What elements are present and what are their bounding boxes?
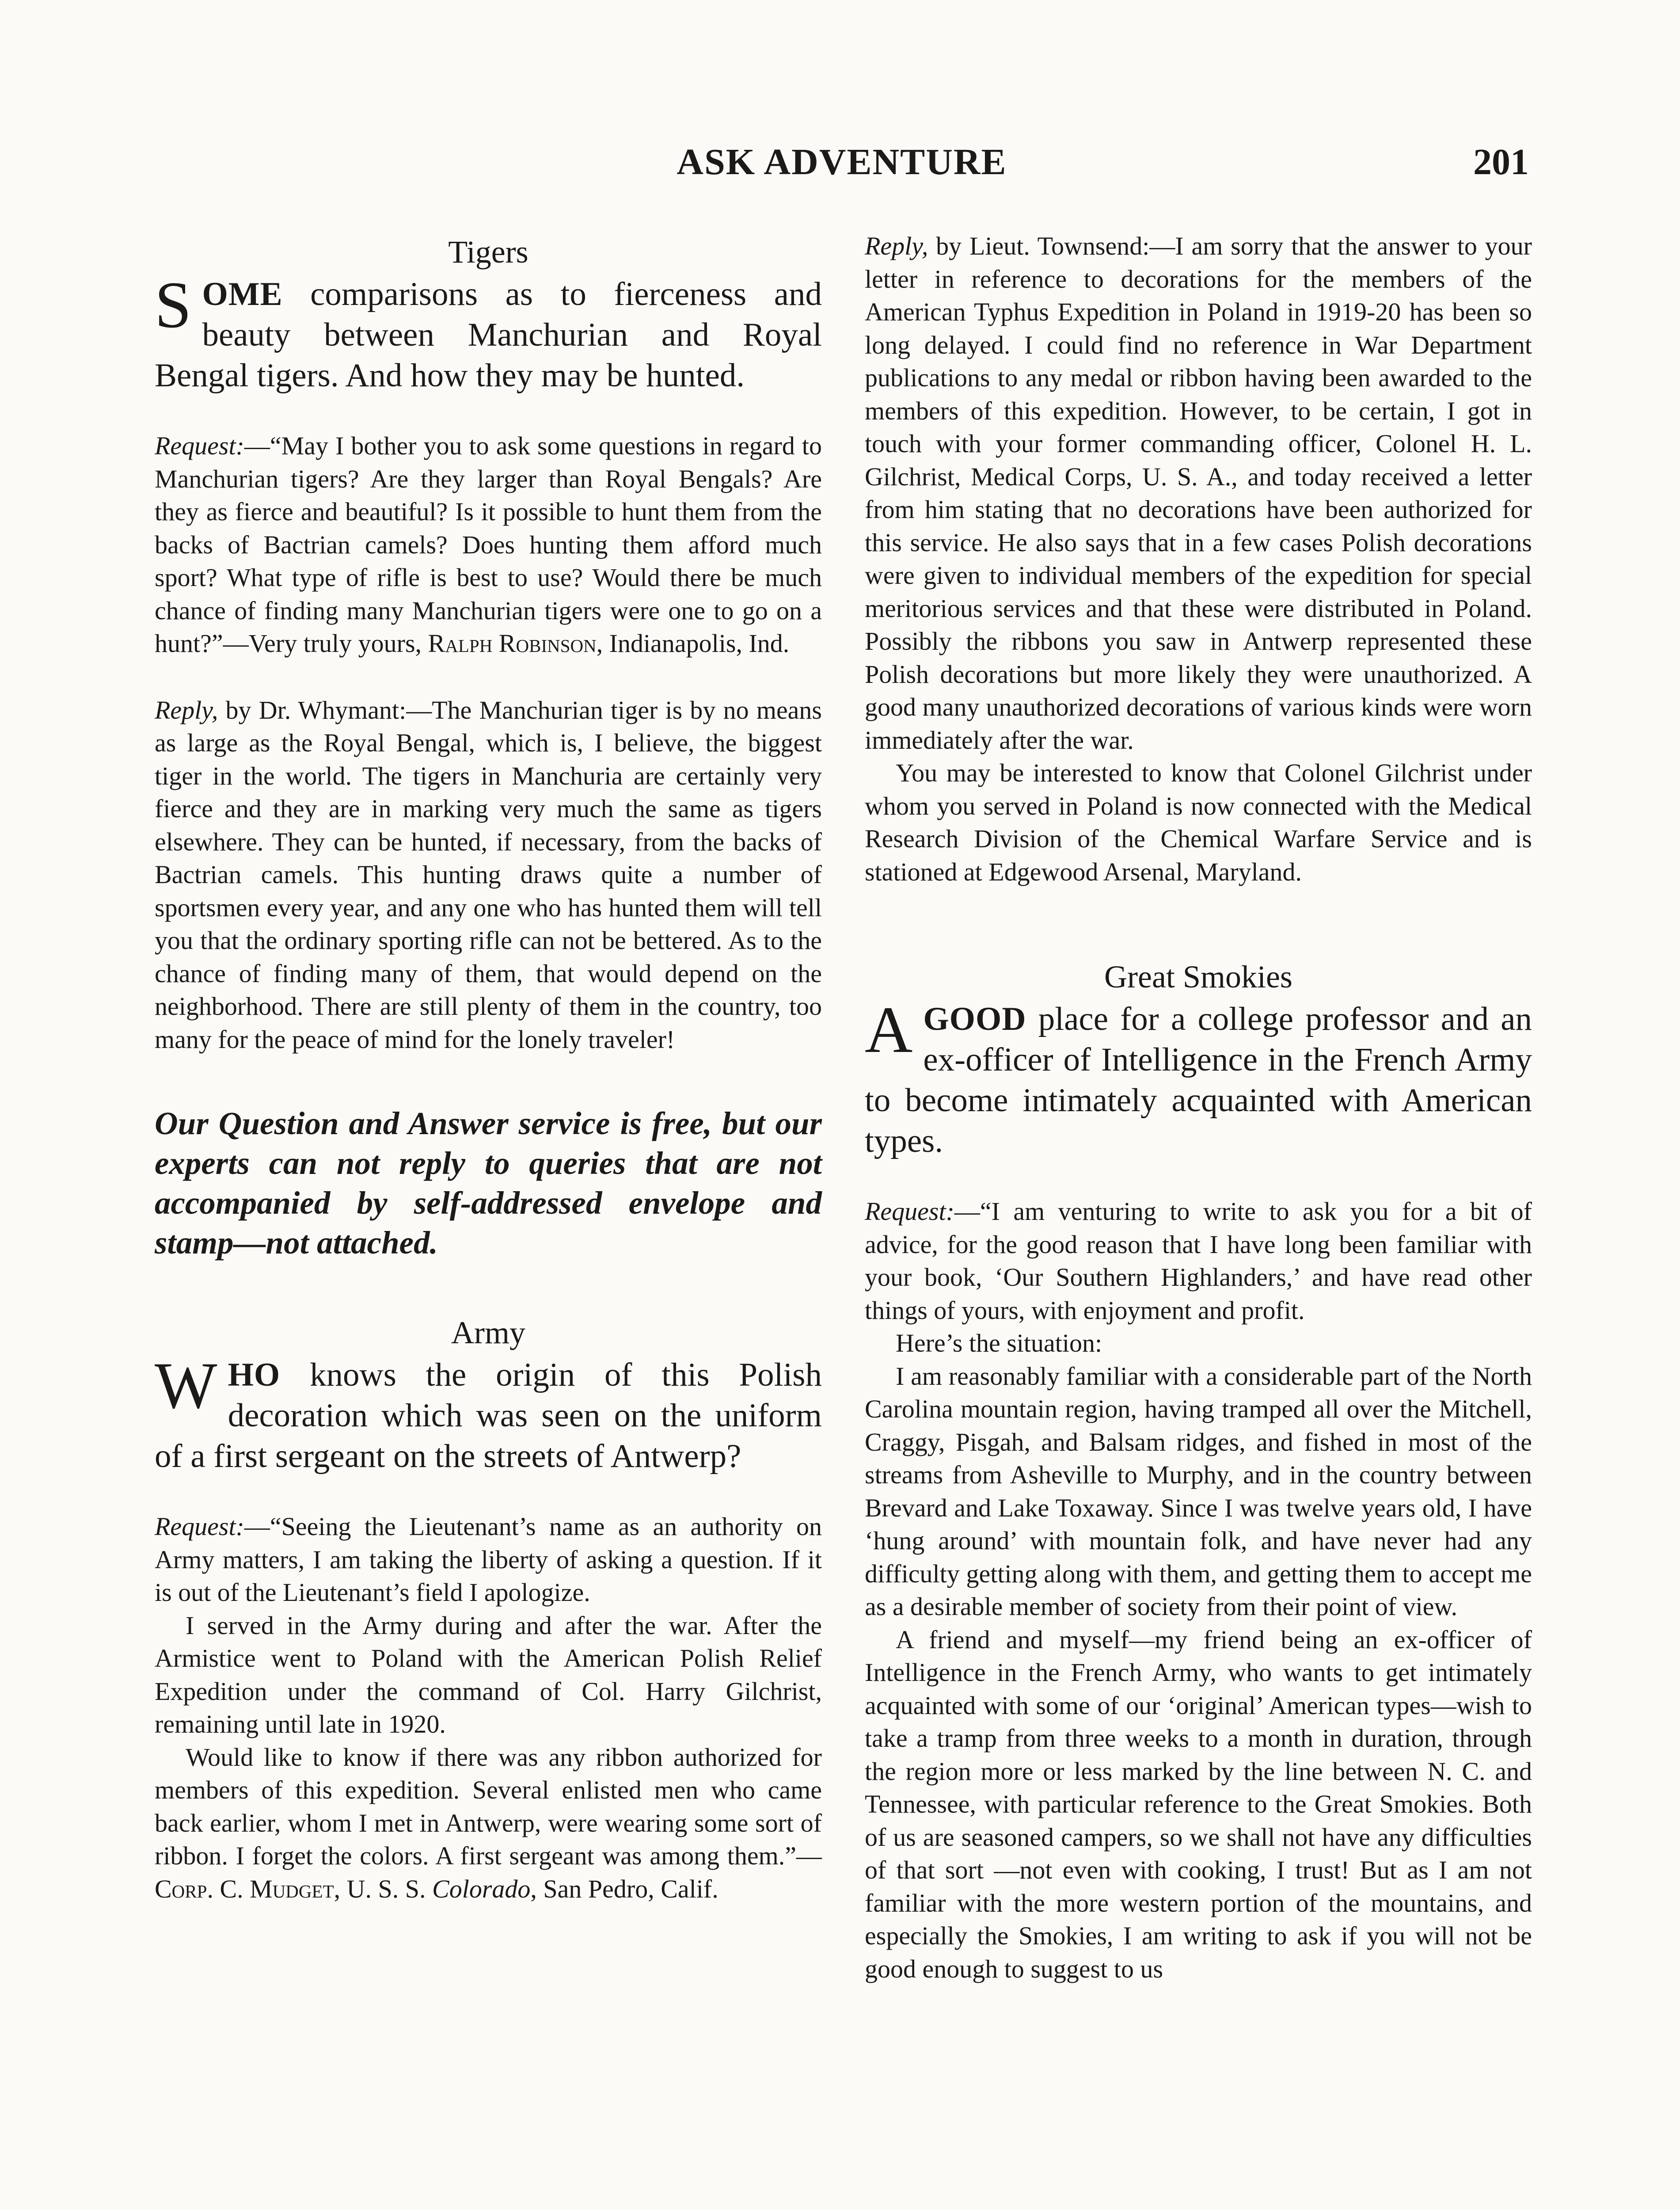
drop-cap: S [155,268,192,342]
reply-label: Reply, [865,232,928,260]
section-title-tigers: Tigers [448,234,528,270]
request-label: Request: [865,1197,954,1226]
request-text: —“Seeing the Lieutenant’s name as an authority on Army matters, I am taking the liberty of asking a question. If it is out of the Lieutenant’s field I apologize. [155,1512,822,1607]
army-reply [865,230,1532,888]
signer-separator: , U. S. S. [334,1874,433,1903]
request-place: , San Pedro, Calif. [530,1874,718,1903]
request-signer: Corp. C. Mudget [155,1874,334,1903]
section-title-great-smokies: Great Smokies [1104,959,1292,994]
page-number: 201 [1473,141,1529,183]
section-title-army: Army [451,1315,525,1350]
summary-lead: HO [228,1356,281,1393]
section-summary-great-smokies [865,993,1532,1162]
left-column [155,230,822,1905]
right-column [865,230,1532,1985]
body-paragraph [155,1741,822,1906]
request-signer: Ralph Robinson [428,629,597,658]
body-text: Would like to know if there was any ribbon authorized for members of this expedition. Several enlisted men who came back earlier, whom I met in Antwerp, were wearing some sort of ribbon. I forget the colors. A first sergeant was among them.”— [155,1742,822,1870]
summary-text: place for a college professor and an ex-officer of Intelligence in the French Army to become intimately acquainted with American types. [865,1001,1532,1159]
section-tigers [155,230,822,1056]
summary-text: comparisons as to fierceness and beauty between Manchurian and Royal Bengal tigers. And how they may be hunted. [155,276,822,394]
reply-paragraph [155,694,822,1056]
section-summary-tigers [155,268,822,396]
body-paragraph: I served in the Army during and after the war. After the Armistice went to Poland with the American Polish Relief Expedition under the command of Col. Harry Gilchrist, remaining until late in 1920. [155,1611,822,1738]
request-text: —“May I bother you to ask some questions in regard to Manchurian tigers? Are they larger than Royal Bengals? Are they as fierce and beautiful? Is it possible to hunt them from the backs of Bactrian camels? Does hunting them afford much sport? What type of rifle is best to use? Would there be much chance of finding many Manchurian tigers were one to go on a hunt?”—Very truly yours, [155,431,822,658]
summary-lead: GOOD [923,1001,1026,1037]
body-paragraph: You may be interested to know that Colonel Gilchrist under whom you served in Poland is now connected with the Medical Research Division of the Chemical Warfare Service and is stationed at Edgewood Arsenal, Maryland. [865,758,1532,886]
body-paragraph: Here’s the situation: [896,1329,1102,1357]
reply-text: by Lieut. Townsend:—I am sorry that the answer to your letter in reference to decorations for the members of the American Typhus Expedition in Poland in 1919-20 has been so long delayed. I could find no reference in War Department publications to any medal or ribbon having been awarded to the members of this expedition. However, to be certain, I got in touch with your former commanding officer, Colonel H. L. Gilchrist, Medical Corps, U. S. A., and today received a letter from him stating that no decorations have been authorized for this service. He also says that in a few cases Polish decorations were given to individual members of the expedition for special meritorious services and that these were distributed in Poland. Possibly the ribbons you saw in Antwerp represented these Polish decorations but more likely they were unauthorized. A good many unauthorized decorations of various kinds were worn immediately after the war. [865,232,1532,754]
section-army [155,1311,822,1905]
request-place: , Indianapolis, Ind. [596,629,790,658]
summary-text: knows the origin of this Polish decoration which was seen on the uniform of a first sergeant on the streets of Antwerp? [155,1356,822,1475]
reply-paragraph [865,230,1532,757]
request-label: Request: [155,1512,244,1541]
drop-cap: W [155,1349,217,1422]
running-head [155,141,1529,194]
request-label: Request: [155,431,244,460]
reply-label: Reply, [155,695,218,724]
request-paragraph [155,430,822,660]
request-paragraph [865,1195,1532,1327]
ship-name: Colorado [432,1874,531,1903]
request-paragraph [155,1510,822,1609]
summary-lead: OME [202,276,283,312]
reply-text: by Dr. Whymant:—The Manchurian tiger is by no means as large as the Royal Bengal, which is, I believe, the biggest tiger in the world. The tigers in Manchuria are certainly very fierce and they are in marking very much the same as tigers elsewhere. They can be hunted, if necessary, from the backs of Bactrian camels. This hunting draws quite a number of sportsmen every year, and any one who has hunted them will tell you that the ordinary sporting rifle can not be bettered. As to the chance of finding many of them, that would depend on the neighborhood. There are still plenty of them in the country, too many for the peace of mind for the lonely traveler! [155,695,822,1054]
service-notice: Our Question and Answer service is free, but our experts can not reply to queries that are not accompanied by self-addressed envelope and stamp—not attached. [155,1105,822,1261]
body-paragraph: A friend and myself—my friend being an ex-officer of Intelligence in the French Army, who wants to get intimately acquainted with some of our ‘original’ American types—wish to take a tramp from three weeks to a month in duration, through the region more or less marked by the line between N. C. and Tennessee, with particular reference to the Great Smokies. Both of us are seasoned campers, so we shall not have any difficulties of that sort —not even with cooking, I trust! But as I am not familiar with the more western portion of the mountains, and especially the Smokies, I am writing to ask if you will not be good enough to suggest to us [865,1625,1532,1983]
drop-cap: A [865,993,913,1067]
running-title: ASK ADVENTURE [677,141,1007,183]
request-text: —“I am venturing to write to ask you for a bit of advice, for the good reason that I have long been familiar with your book, ‘Our Southern Highlanders,’ and have read other things of yours, with enjoyment and profit. [865,1197,1532,1325]
body-paragraph: I am reasonably familiar with a considerable part of the North Carolina mountain region, having tramped all over the Mitchell, Craggy, Pisgah, and Balsam ridges, and fished in most of the streams from Asheville to Murphy, and in the country between Brevard and Lake Toxaway. Since I was twelve years old, I have ‘hung around’ with mountain folk, and have never had any difficulty getting along with them, and getting them to accept me as a desirable member of society from their point of view. [865,1361,1532,1621]
section-great-smokies [865,955,1532,1985]
section-summary-army [155,1349,822,1477]
